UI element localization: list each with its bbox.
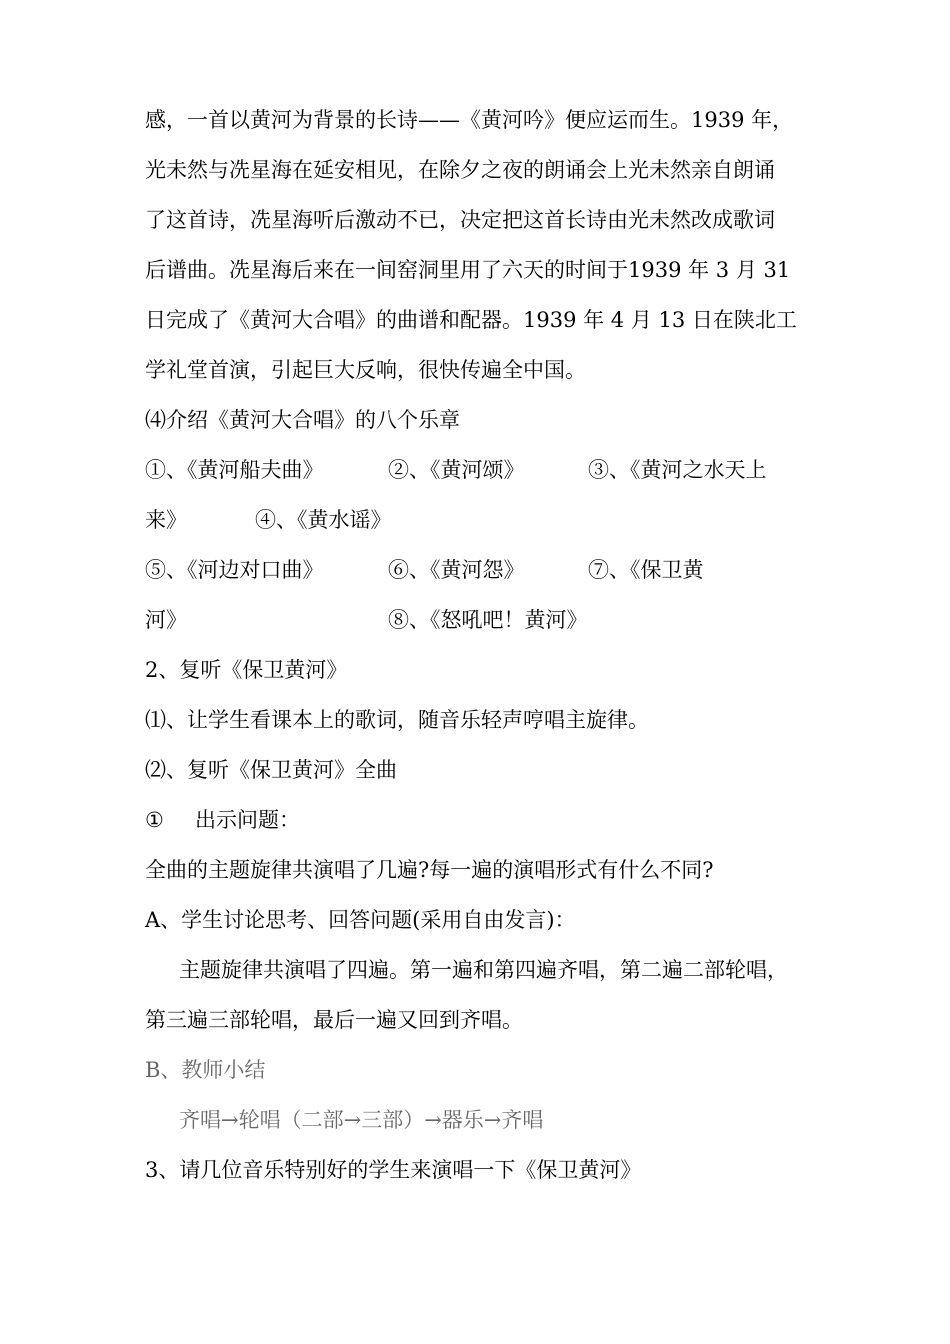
intro-line-3: 了这首诗，冼星海听后激动不已，决定把这首长诗由光未然改成歌词 — [145, 208, 775, 232]
movement-2: ②、《黄河颂》 — [388, 458, 525, 482]
step-3-heading: 3、请几位音乐特别好的学生来演唱一下《保卫黄河》 — [145, 1158, 642, 1182]
step-2-heading: 2、复听《保卫黄河》 — [145, 658, 348, 682]
movement-7-continued: 河》 — [145, 608, 187, 632]
movement-7: ⑦、《保卫黄 — [588, 558, 704, 582]
movement-3-continued: 来》 — [145, 508, 187, 532]
summary-b-heading: B、教师小结 — [145, 1058, 266, 1082]
question-marker: ① — [145, 808, 164, 832]
movement-4: ④、《黄水谣》 — [255, 508, 392, 532]
intro-line-5: 日完成了《黄河大合唱》的曲谱和配器。1939 年 4 月 13 日在陕北工 — [145, 308, 797, 332]
movement-3: ③、《黄河之水天上 — [588, 458, 767, 482]
intro-line-1: 感，一首以黄河为背景的长诗——《黄河吟》便应运而生。1939 年， — [145, 108, 794, 132]
movement-6: ⑥、《黄河怨》 — [388, 558, 525, 582]
intro-line-6: 学礼堂首演，引起巨大反响，很快传遍全中国。 — [145, 358, 586, 382]
step-2-2: ⑵、复听《保卫黄河》全曲 — [145, 758, 397, 782]
question-text: 全曲的主题旋律共演唱了几遍?每一遍的演唱形式有什么不同? — [145, 858, 714, 882]
step-2-1: ⑴、让学生看课本上的歌词，随音乐轻声哼唱主旋律。 — [145, 708, 649, 732]
movement-8: ⑧、《怒吼吧！黄河》 — [388, 608, 588, 632]
question-label: 出示问题： — [195, 808, 300, 832]
summary-flow: 齐唱→轮唱（二部→三部）→器乐→齐唱 — [179, 1108, 544, 1132]
movement-5: ⑤、《河边对口曲》 — [145, 558, 324, 582]
movement-1: ①、《黄河船夫曲》 — [145, 458, 324, 482]
answer-text-line-1: 主题旋律共演唱了四遍。第一遍和第四遍齐唱，第二遍二部轮唱， — [179, 958, 788, 982]
intro-line-4: 后谱曲。冼星海后来在一间窑洞里用了六天的时间于1939 年 3 月 31 — [145, 258, 791, 282]
section-4-heading: ⑷介绍《黄河大合唱》的八个乐章 — [145, 408, 460, 432]
intro-line-2: 光未然与冼星海在延安相见，在除夕之夜的朗诵会上光未然亲自朗诵 — [145, 158, 775, 182]
answer-a-heading: A、学生讨论思考、回答问题(采用自由发言)： — [145, 908, 576, 932]
answer-text-line-2: 第三遍三部轮唱，最后一遍又回到齐唱。 — [145, 1008, 523, 1032]
